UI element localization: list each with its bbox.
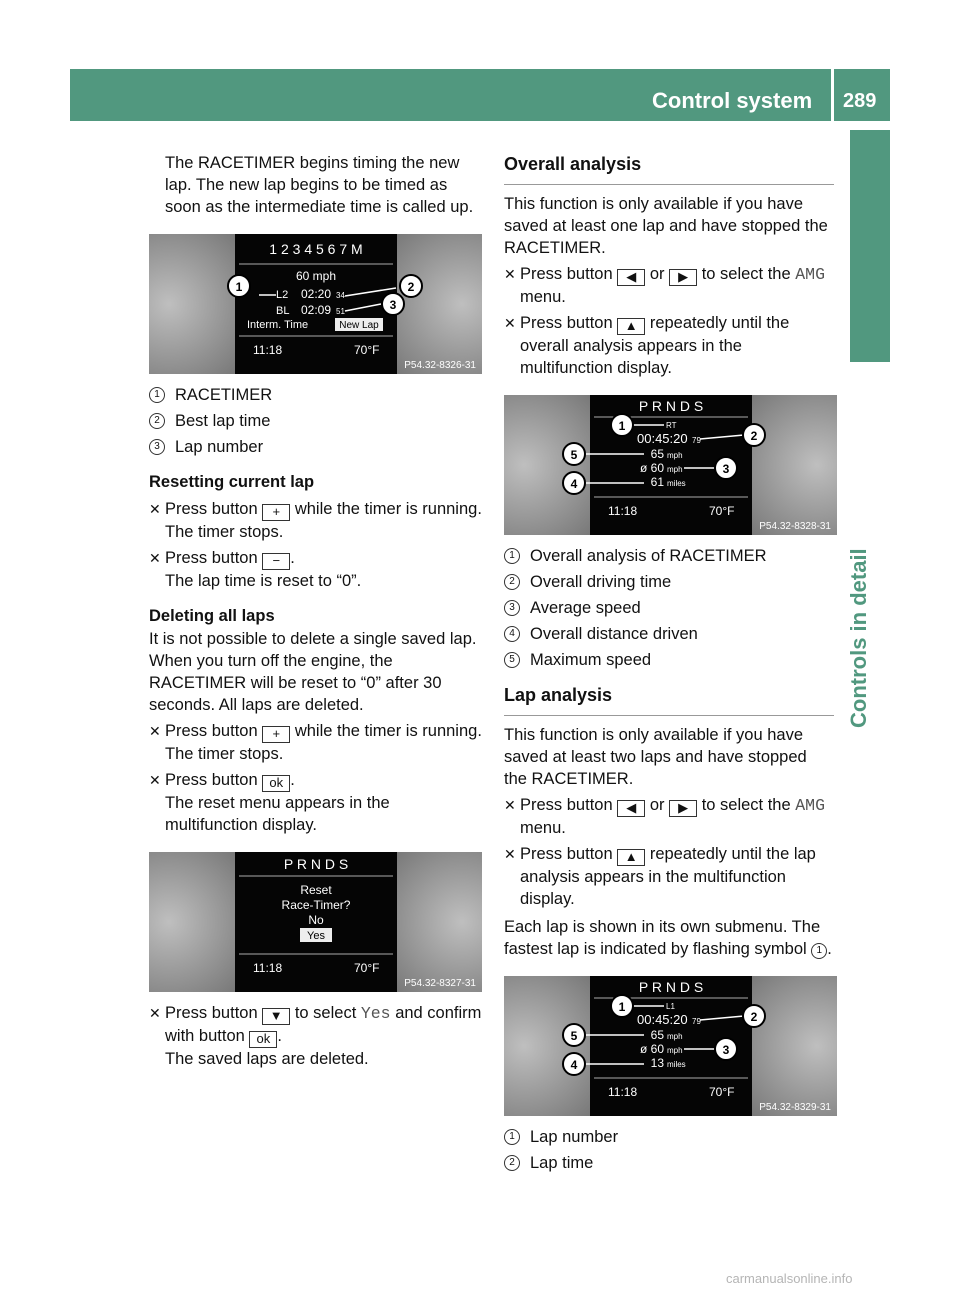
step-text: .: [290, 771, 295, 789]
step-text: Press button: [165, 549, 258, 567]
gear-indicator: P R N D S: [283, 856, 349, 872]
step-text: .: [277, 1027, 282, 1045]
legend-number: 3: [504, 600, 520, 616]
plus-key-icon: +: [262, 504, 290, 521]
instruction-step: [149, 720, 482, 765]
step-text: while the timer is running.: [294, 500, 482, 518]
svg-text:1: 1: [618, 419, 626, 433]
step-marker-icon: ✕: [504, 315, 516, 331]
instruction-step: [149, 1002, 482, 1070]
distance: 13: [650, 1056, 664, 1070]
interm-time-label: Interm. Time: [247, 319, 309, 331]
side-tab: [850, 130, 890, 362]
step-text: while the timer is running.: [294, 722, 482, 740]
svg-text:3: 3: [389, 298, 397, 312]
best-lap-number: 51: [336, 307, 345, 316]
intro-paragraph: The RACETIMER begins timing the new lap. The new lap begins to be timed as soon as the intermediate time is called up.: [165, 154, 474, 216]
new-lap-label: New Lap: [339, 320, 379, 331]
paragraph-text: .: [827, 940, 832, 958]
svg-text:4: 4: [570, 477, 578, 491]
amg-menu: AMG: [795, 796, 825, 815]
step-text: Press button: [520, 796, 613, 814]
plus-key-icon: +: [262, 726, 290, 743]
time-number: 79: [692, 1017, 701, 1026]
step-text: Press button: [520, 845, 613, 863]
reset-menu-figure: [149, 852, 482, 992]
legend-text: RACETIMER: [175, 386, 273, 404]
legend-text: Maximum speed: [530, 651, 652, 669]
svg-text:1: 1: [235, 280, 243, 294]
legend-number: 2: [504, 574, 520, 590]
watermark-footer: carmanualsonline.info: [726, 1271, 853, 1286]
instruction-step: [504, 843, 834, 910]
legend-text: Overall driving time: [530, 573, 672, 591]
reset-display-illustration: [149, 852, 482, 992]
minus-key-icon: −: [262, 553, 290, 570]
gear-indicator: P R N D S: [638, 398, 704, 414]
svg-text:2: 2: [407, 280, 415, 294]
lap-label: L1: [666, 1002, 675, 1011]
instruction-step: [149, 769, 482, 836]
legend-item: [504, 623, 834, 645]
time-number: 79: [692, 436, 701, 445]
distance: 61: [650, 475, 664, 489]
temperature-readout: 70°F: [709, 1085, 735, 1099]
step-marker-icon: ✕: [504, 846, 516, 862]
step-text: repeatedly until the overall analysis appears in the multifunction display.: [520, 314, 790, 377]
lap-analysis-figure: [504, 976, 837, 1116]
speed-unit: mph: [667, 1032, 683, 1041]
overall-analysis-figure: [504, 395, 837, 535]
figure-code: P54.32-8328-31: [759, 521, 831, 532]
lap-time: 00:45:20: [637, 1012, 688, 1027]
legend-item: [504, 571, 834, 593]
figure-code: P54.32-8326-31: [404, 360, 476, 371]
reset-line: Reset: [300, 883, 332, 897]
callout-symbol-icon: 1: [811, 943, 827, 959]
step-result: The timer stops.: [165, 745, 284, 763]
delete-paragraph: When you turn off the engine, the RACETIMER will be reset to “0” after 30 seconds. All laps are deleted.: [149, 652, 442, 714]
legend-item: [504, 649, 834, 671]
racetimer-figure: [149, 234, 482, 374]
step-marker-icon: ✕: [149, 1005, 161, 1021]
right-key-icon: ▶: [669, 800, 697, 817]
instruction-step: [504, 263, 834, 308]
step-text: and confirm with button: [165, 1004, 482, 1045]
lap-number: 34: [336, 291, 345, 300]
legend-item: [504, 1152, 834, 1174]
step-marker-icon: ✕: [149, 501, 161, 517]
legend-number: 2: [504, 1155, 520, 1171]
speed-readout: 60 mph: [295, 269, 337, 283]
avg-speed: ø 60: [639, 461, 664, 475]
figure-code: P54.32-8327-31: [404, 978, 476, 989]
legend-number: 2: [149, 413, 165, 429]
rt-label: RT: [666, 421, 677, 430]
speed-unit: mph: [667, 451, 683, 460]
amg-menu: AMG: [795, 265, 825, 284]
step-result: The lap time is reset to “0”.: [165, 572, 362, 590]
step-result: The reset menu appears in the multifunction display.: [165, 794, 390, 834]
legend-text: Lap time: [530, 1154, 594, 1172]
temperature-readout: 70°F: [354, 343, 380, 357]
svg-text:5: 5: [570, 1029, 578, 1043]
section-title: Control system: [652, 88, 813, 113]
page-number: 289: [843, 90, 877, 112]
max-speed: 65: [650, 1028, 664, 1042]
legend-text: Best lap time: [175, 412, 271, 430]
legend-number: 1: [504, 1129, 520, 1145]
step-text: to select the: [701, 265, 791, 283]
legend-number: 3: [149, 439, 165, 455]
reset-line: Race-Timer?: [281, 898, 351, 912]
svg-text:4: 4: [570, 1058, 578, 1072]
lap-heading: Lap analysis: [504, 683, 834, 716]
svg-text:3: 3: [722, 1043, 730, 1057]
best-lap-time: 02:09: [301, 303, 332, 317]
best-lap-label: BL: [276, 305, 290, 317]
step-text: or: [649, 265, 665, 283]
step-marker-icon: ✕: [149, 723, 161, 739]
up-key-icon: ▲: [617, 849, 645, 866]
chapter-label: Controls in detail: [846, 548, 871, 728]
legend-text: Lap number: [530, 1128, 619, 1146]
instruction-step: [504, 312, 834, 379]
clock-readout: 11:18: [608, 504, 638, 518]
avg-speed: ø 60: [639, 1042, 664, 1056]
overall-paragraph: This function is only available if you have saved at least one lap and have stopped the RACETIMER.: [504, 195, 828, 257]
legend-text: Overall analysis of RACETIMER: [530, 547, 767, 565]
legend-text: Overall distance driven: [530, 625, 698, 643]
step-result: The timer stops.: [165, 523, 284, 541]
step-text: to select the: [701, 796, 791, 814]
clock-readout: 11:18: [253, 961, 283, 975]
step-marker-icon: ✕: [504, 797, 516, 813]
reset-option-no: No: [308, 913, 324, 927]
step-text: Press button: [165, 771, 258, 789]
overall-heading: Overall analysis: [504, 152, 834, 185]
instruction-step: [504, 794, 834, 839]
speed-unit: mph: [667, 465, 683, 474]
legend-number: 5: [504, 652, 520, 668]
delete-heading: Deleting all laps: [149, 607, 275, 625]
step-text: .: [290, 549, 295, 567]
step-text: Press button: [165, 1004, 258, 1022]
distance-unit: miles: [667, 1060, 686, 1069]
lap-paragraph: [504, 916, 834, 960]
step-text: or: [649, 796, 665, 814]
reset-option-yes: Yes: [307, 930, 325, 942]
step-result: The saved laps are deleted.: [165, 1050, 369, 1068]
total-time: 00:45:20: [637, 431, 688, 446]
legend-text: Lap number: [175, 438, 264, 456]
temperature-readout: 70°F: [709, 504, 735, 518]
step-text: menu.: [520, 288, 566, 306]
up-key-icon: ▲: [617, 318, 645, 335]
legend-item: [504, 1126, 834, 1148]
left-key-icon: ◀: [617, 269, 645, 286]
max-speed: 65: [650, 447, 664, 461]
instruction-step: [149, 547, 482, 592]
legend-text: Average speed: [530, 599, 641, 617]
svg-text:2: 2: [750, 429, 758, 443]
left-key-icon: ◀: [617, 800, 645, 817]
svg-text:3: 3: [722, 462, 730, 476]
down-key-icon: ▼: [262, 1008, 290, 1025]
speed-unit: mph: [667, 1046, 683, 1055]
lap-display-illustration: [504, 976, 837, 1116]
step-text: to select: [294, 1004, 357, 1022]
legend-item: [504, 545, 834, 567]
right-key-icon: ▶: [669, 269, 697, 286]
distance-unit: miles: [667, 479, 686, 488]
step-marker-icon: ✕: [149, 772, 161, 788]
step-text: Press button: [165, 722, 258, 740]
clock-readout: 11:18: [253, 343, 283, 357]
legend-item: [149, 436, 482, 458]
figure-code: P54.32-8329-31: [759, 1102, 831, 1113]
step-marker-icon: ✕: [504, 266, 516, 282]
legend-item: [149, 410, 482, 432]
legend-number: 1: [149, 387, 165, 403]
left-column: [149, 152, 482, 1070]
clock-readout: 11:18: [608, 1085, 638, 1099]
svg-text:1: 1: [618, 1000, 626, 1014]
lap-paragraph: This function is only available if you have saved at least two laps and have stopped the RACETIMER.: [504, 726, 807, 788]
overall-display-illustration: [504, 395, 837, 535]
svg-text:5: 5: [570, 448, 578, 462]
legend-item: [149, 384, 482, 406]
delete-paragraph: It is not possible to delete a single saved lap.: [149, 630, 477, 648]
step-text: Press button: [520, 265, 613, 283]
step-marker-icon: ✕: [149, 550, 161, 566]
header-divider: [831, 69, 834, 121]
legend-item: [504, 597, 834, 619]
legend-number: 1: [504, 548, 520, 564]
instruction-step: [149, 498, 482, 543]
lap-time: 02:20: [301, 287, 332, 301]
step-text: Press button: [165, 500, 258, 518]
step-text: Press button: [520, 314, 613, 332]
right-column: [504, 152, 834, 1174]
yes-option: Yes: [360, 1004, 391, 1023]
gear-indicator: P R N D S: [638, 979, 704, 995]
ok-key-icon: ok: [262, 775, 290, 792]
step-text: repeatedly until the lap analysis appears in the multifunction display.: [520, 845, 816, 908]
step-text: menu.: [520, 819, 566, 837]
legend-number: 4: [504, 626, 520, 642]
reset-heading: Resetting current lap: [149, 473, 315, 491]
racetimer-display-illustration: [149, 234, 482, 374]
svg-text:2: 2: [750, 1010, 758, 1024]
temperature-readout: 70°F: [354, 961, 380, 975]
lap-label: L2: [276, 289, 289, 301]
ok-key-icon: ok: [249, 1031, 277, 1048]
gear-indicator: 1 2 3 4 5 6 7 M: [269, 241, 363, 257]
paragraph-text: Each lap is shown in its own submenu. The fastest lap is indicated by flashing symbol: [504, 918, 821, 958]
